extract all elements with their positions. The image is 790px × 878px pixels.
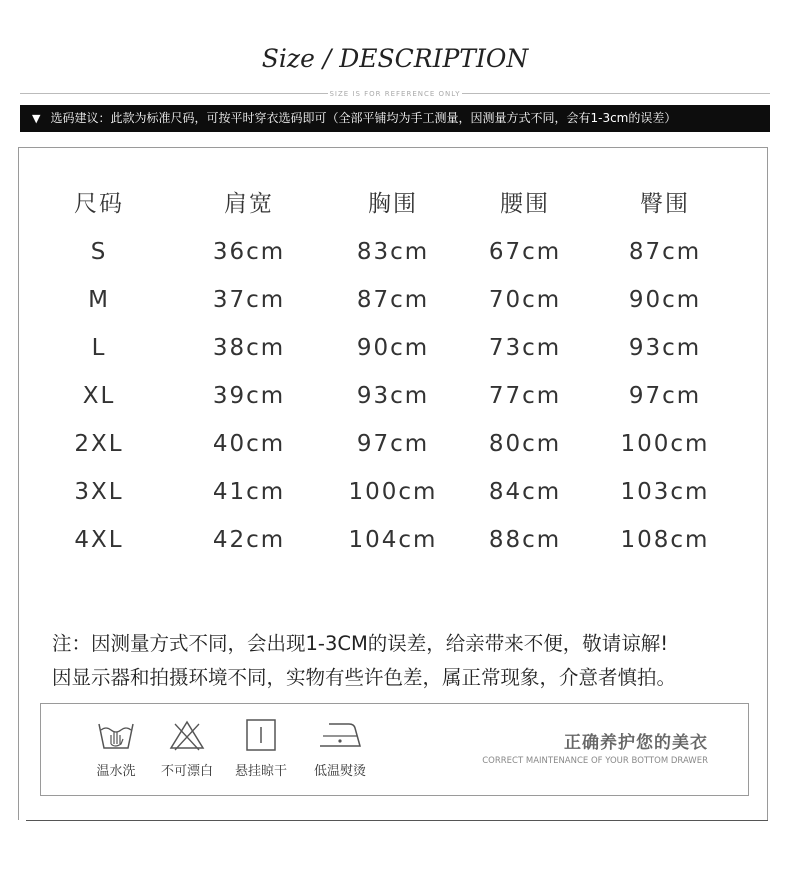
care-instructions-panel <box>40 703 749 796</box>
page-title: Size / DESCRIPTION <box>261 44 529 73</box>
reference-note <box>20 88 770 100</box>
low-iron-icon <box>317 718 363 752</box>
warm-wash-icon <box>96 718 136 752</box>
care-label: 低温熨烫 <box>313 764 366 779</box>
waist-cell: 73cm <box>488 335 562 361</box>
size-cell: XL <box>82 383 116 409</box>
hip-cell: 108cm <box>620 527 710 553</box>
size-cell: M <box>88 287 110 313</box>
triangle-down-icon: ▼ <box>32 112 41 125</box>
color-note: 因显示器和拍摄环境不同，实物有些许色差，属正常现象，介意者慎拍。 <box>52 666 677 689</box>
header-waist: 腰围 <box>500 191 550 217</box>
shoulder-cell: 36cm <box>212 239 286 265</box>
waist-cell: 84cm <box>488 479 562 505</box>
care-item-hang-dry <box>221 718 301 779</box>
reference-note-text: SIZE IS FOR REFERENCE ONLY <box>329 90 461 98</box>
header-bust: 胸围 <box>368 191 418 217</box>
table-row <box>0 324 790 372</box>
care-label: 不可漂白 <box>160 764 213 779</box>
hip-cell: 87cm <box>628 239 702 265</box>
waist-cell: 70cm <box>488 287 562 313</box>
hip-cell: 103cm <box>620 479 710 505</box>
waist-cell: 88cm <box>488 527 562 553</box>
size-cell: 4XL <box>74 527 124 553</box>
table-row <box>0 468 790 516</box>
divider-right <box>462 93 770 94</box>
care-subtitle: CORRECT MAINTENANCE OF YOUR BOTTOM DRAWER <box>482 756 708 766</box>
header-hip: 臀围 <box>640 191 690 217</box>
care-item-low-iron <box>300 718 380 779</box>
bust-cell: 100cm <box>348 479 438 505</box>
bust-cell: 104cm <box>348 527 438 553</box>
care-label: 悬挂晾干 <box>234 764 287 779</box>
shoulder-cell: 37cm <box>212 287 286 313</box>
table-row <box>0 372 790 420</box>
bust-cell: 87cm <box>356 287 430 313</box>
bust-cell: 83cm <box>356 239 430 265</box>
size-cell: 3XL <box>74 479 124 505</box>
table-row <box>0 228 790 276</box>
table-row <box>0 276 790 324</box>
shoulder-cell: 41cm <box>212 479 286 505</box>
shoulder-cell: 38cm <box>212 335 286 361</box>
shoulder-cell: 40cm <box>212 431 286 457</box>
shoulder-cell: 42cm <box>212 527 286 553</box>
bust-cell: 90cm <box>356 335 430 361</box>
size-panel-bottom-rule <box>26 820 768 821</box>
table-row <box>0 420 790 468</box>
no-bleach-icon <box>167 718 207 752</box>
care-title: 正确养护您的美衣 <box>564 733 708 753</box>
waist-cell: 77cm <box>488 383 562 409</box>
waist-cell: 80cm <box>488 431 562 457</box>
size-advice-bar <box>20 105 770 132</box>
header-size: 尺码 <box>74 191 124 217</box>
hip-cell: 90cm <box>628 287 702 313</box>
bust-cell: 93cm <box>356 383 430 409</box>
hip-cell: 100cm <box>620 431 710 457</box>
size-advice-text: 选码建议：此款为标准尺码，可按平时穿衣选码即可（全部平铺均为手工测量，因测量方式不同，会有1-3cm的误差） <box>50 111 677 125</box>
size-cell: S <box>90 239 108 265</box>
waist-cell: 67cm <box>488 239 562 265</box>
table-row <box>0 516 790 564</box>
care-item-warm-wash <box>76 718 156 779</box>
bust-cell: 97cm <box>356 431 430 457</box>
size-cell: 2XL <box>74 431 124 457</box>
size-cell: L <box>91 335 107 361</box>
hang-dry-icon <box>241 718 281 752</box>
table-header-row <box>0 180 790 228</box>
hip-cell: 93cm <box>628 335 702 361</box>
care-item-no-bleach <box>147 718 227 779</box>
hip-cell: 97cm <box>628 383 702 409</box>
header-shoulder: 肩宽 <box>224 191 274 217</box>
care-label: 温水洗 <box>96 764 136 779</box>
measurement-note: 注：因测量方式不同，会出现1-3CM的误差，给亲带来不便，敬请谅解! <box>52 632 669 655</box>
shoulder-cell: 39cm <box>212 383 286 409</box>
